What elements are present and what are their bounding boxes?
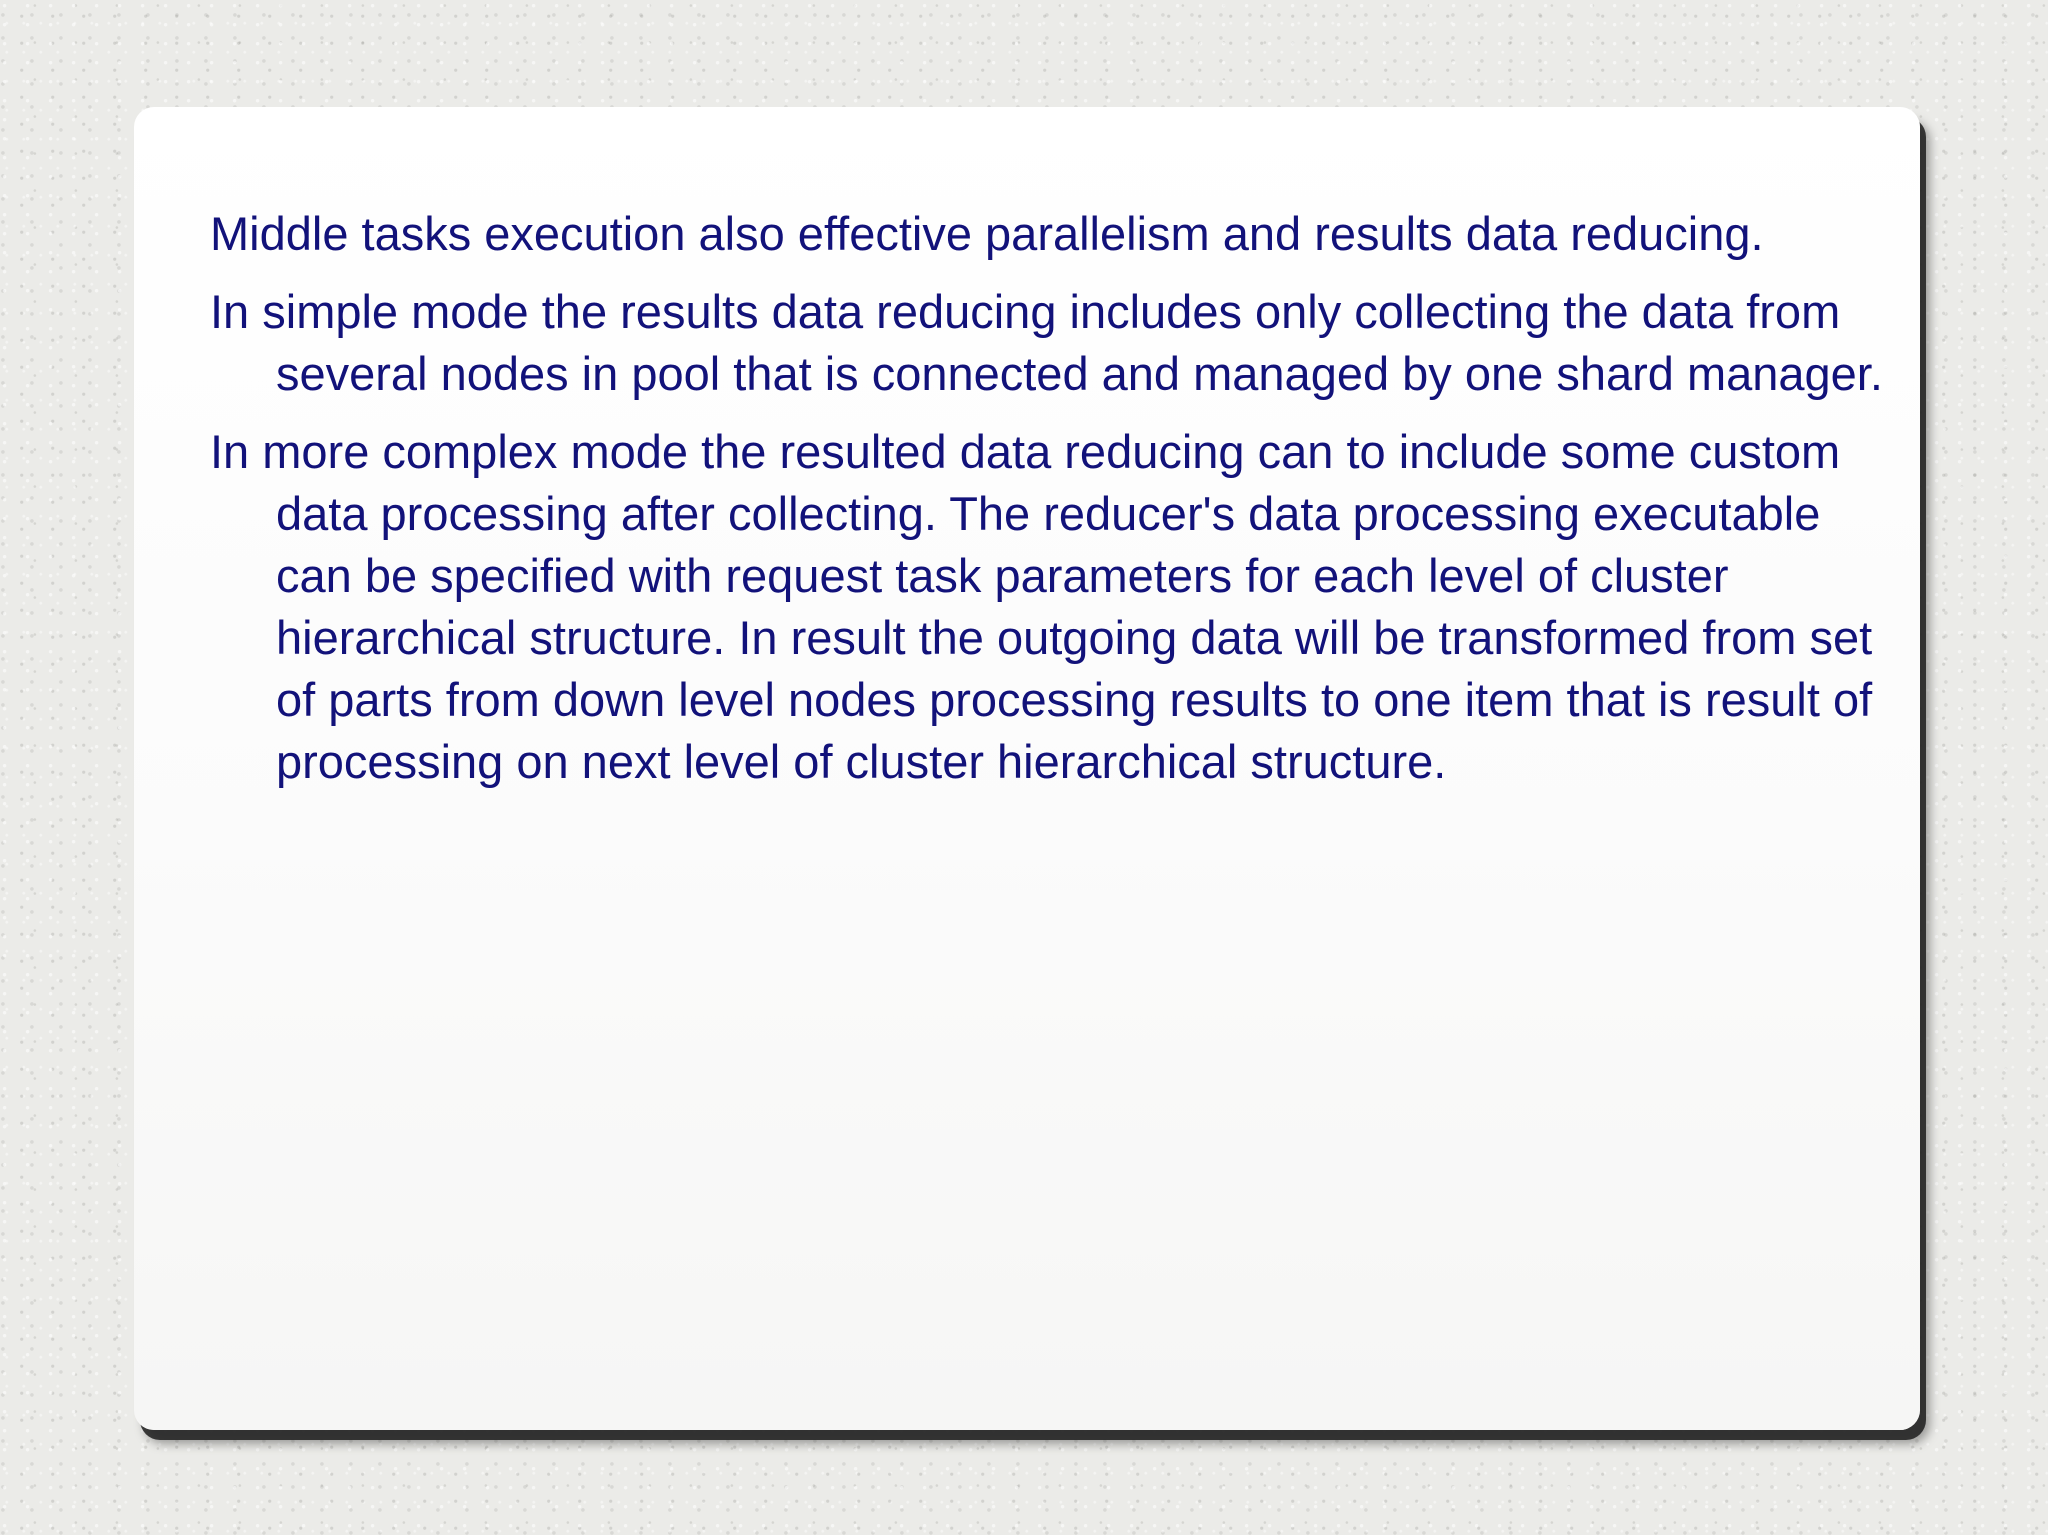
slide-body xyxy=(210,203,1890,809)
slide-card xyxy=(134,107,1920,1430)
paragraph-complex-mode: In more complex mode the resulted data reducing can to include some custom data processing after collecting. The reducer's data processing executable can be specified with request task parameters for each level of cluster hierarchical structure. In result the outgoing data will be transformed from set of parts from down level nodes processing results to one item that is result of processing on next level of cluster hierarchical structure. xyxy=(210,425,1873,788)
paragraph-parallelism: Middle tasks execution also effective parallelism and results data reducing. xyxy=(210,207,1764,260)
paragraph-simple-mode: In simple mode the results data reducing includes only collecting the data from several nodes in pool that is connected and managed by one shard manager. xyxy=(210,285,1883,400)
